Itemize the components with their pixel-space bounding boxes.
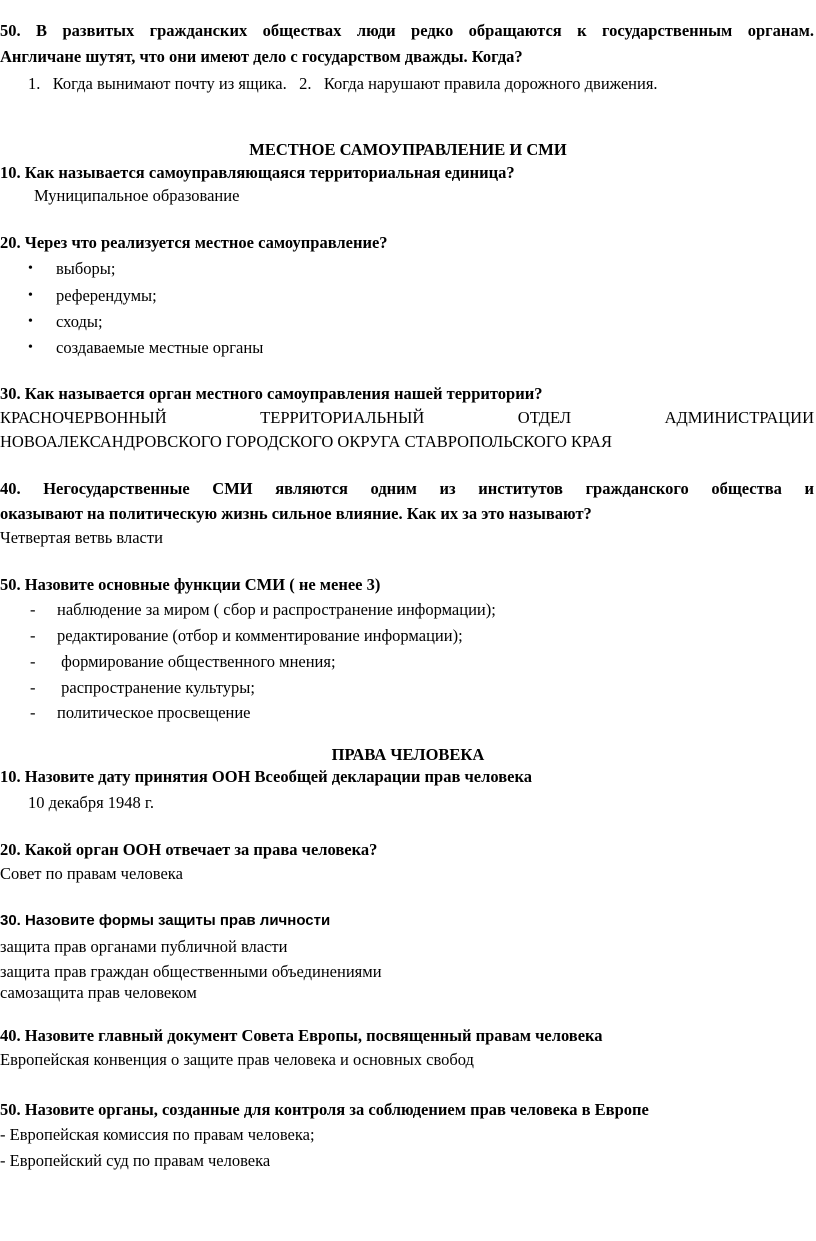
section-title-local-government: МЕСТНОЕ САМОУПРАВЛЕНИЕ И СМИ xyxy=(249,140,567,159)
bullet-icon: • xyxy=(28,340,33,355)
question-s1-40-line2: оказывают на политическую жизнь сильное влияние. Как их за это называют? xyxy=(0,504,592,523)
intro-answer-number-1: 1. xyxy=(28,74,41,93)
bullet-icon: • xyxy=(28,288,33,303)
question-s1-40-line1: 40. Негосударственные СМИ являются одним из институтов гражданского общества и xyxy=(0,479,814,498)
question-s2-30: 30. Назовите формы защиты прав личности xyxy=(0,912,331,929)
document-page: 50. В развитых гражданских обществах люди редко обращаются к государственным органам. Англичане шутят, что они имеют дело с государством дважды. Когда? 1. Когда вынимают почту из ящика. 2. Когда нарушают правила дорожного движения. МЕСТНОЕ САМОУПРАВЛЕНИЕ И СМИ 10. Как называется самоуправляющаяся территориальная единица? Муниципальное образование 20. Через что реализуется местное самоуправление? • выборы; • референдумы; • сходы; • создаваемые местные органы 30. Как называется орган местного самоуправления нашей территории? КРАСНОЧЕРВОННЫЙ ТЕРРИТОРИАЛЬНЫЙ ОТДЕЛ АДМИНИСТРАЦИИ НОВОАЛЕКСАНДРОВСКОГО ГОРОДСКОГО ОКРУГА СТАВРОПОЛЬСКОГО КРАЯ 40. Негосударственные СМИ являются одним из институтов гражданского общества и оказывают на политическую жизнь сильное влияние. Как их за это называют? Четвертая ветвь власти 50. Назовите основные функции СМИ ( не менее 3) - наблюдение за миром ( сбор и распространение информации); - редактирование (отбор и комментирование информации); - формирование общественного мнения; - распространение культуры; - политическое просвещение ПРАВА ЧЕЛОВЕКА 10. Назовите дату принятия ООН Всеобщей декларации прав человека 10 декабря 1948 г. 20. Какой орган ООН отвечает за права человека? Совет по правам человека 30. Назовите формы защиты прав личности защита прав органами публичной власти защита прав граждан общественными объединениями самозащита прав человеком 40. Назовите главный документ Совета Европы, посвященный правам человека Европейская конвенция о защите прав человека и основных свобод 50. Назовите органы, созданные для контроля за соблюдением прав человека в Европе - Европейская комиссия по правам человека; - Европейский суд по правам человека xyxy=(0,21,814,1170)
answer-s1-40: Четвертая ветвь власти xyxy=(0,528,163,547)
intro-answer-line xyxy=(28,74,658,94)
bullet-icon: • xyxy=(28,261,33,276)
answer-s2-40: Европейская конвенция о защите прав человека и основных свобод xyxy=(0,1050,474,1069)
answer-s1-10: Муниципальное образование xyxy=(34,186,240,205)
intro-question-line1: 50. В развитых гражданских обществах люди редко обращаются к государственным органам. xyxy=(0,21,814,40)
answer-s1-30-line1: КРАСНОЧЕРВОННЫЙ ТЕРРИТОРИАЛЬНЫЙ ОТДЕЛ АДМИНИСТРАЦИИ xyxy=(0,408,814,427)
list-item: - Европейский суд по правам человека xyxy=(0,1151,271,1170)
question-s2-40: 40. Назовите главный документ Совета Европы, посвященный правам человека xyxy=(0,1026,603,1045)
intro-answer-text-2: Когда нарушают правила дорожного движения. xyxy=(323,74,658,93)
list-item: защита прав органами публичной власти xyxy=(0,937,288,956)
question-s1-50: 50. Назовите основные функции СМИ ( не менее 3) xyxy=(0,575,381,594)
answer-s2-10: 10 декабря 1948 г. xyxy=(28,793,154,812)
intro-answer-text-1: Когда вынимают почту из ящика. xyxy=(52,74,287,93)
list-item: - Европейская комиссия по правам человека; xyxy=(0,1125,315,1144)
bullet-icon: • xyxy=(28,314,33,329)
section-title-human-rights: ПРАВА ЧЕЛОВЕКА xyxy=(331,745,485,764)
list-item: защита прав граждан общественными объединениями xyxy=(0,962,382,981)
question-s2-10: 10. Назовите дату принятия ООН Всеобщей декларации прав человека xyxy=(0,767,532,786)
question-s1-30: 30. Как называется орган местного самоуправления нашей территории? xyxy=(0,384,543,403)
question-s1-10: 10. Как называется самоуправляющаяся территориальная единица? xyxy=(0,163,515,182)
question-s2-50: 50. Назовите органы, созданные для контроля за соблюдением прав человека в Европе xyxy=(0,1100,649,1119)
question-s2-20: 20. Какой орган ООН отвечает за права человека? xyxy=(0,840,378,859)
intro-answer-number-2: 2. xyxy=(299,74,312,93)
answer-s2-20: Совет по правам человека xyxy=(0,864,183,883)
answer-s1-30-line2: НОВОАЛЕКСАНДРОВСКОГО ГОРОДСКОГО ОКРУГА СТАВРОПОЛЬСКОГО КРАЯ xyxy=(0,432,612,451)
question-s1-20: 20. Через что реализуется местное самоуправление? xyxy=(0,233,388,252)
list-item: самозащита прав человеком xyxy=(0,983,197,1002)
intro-question-line2: Англичане шутят, что они имеют дело с государством дважды. Когда? xyxy=(0,47,523,66)
